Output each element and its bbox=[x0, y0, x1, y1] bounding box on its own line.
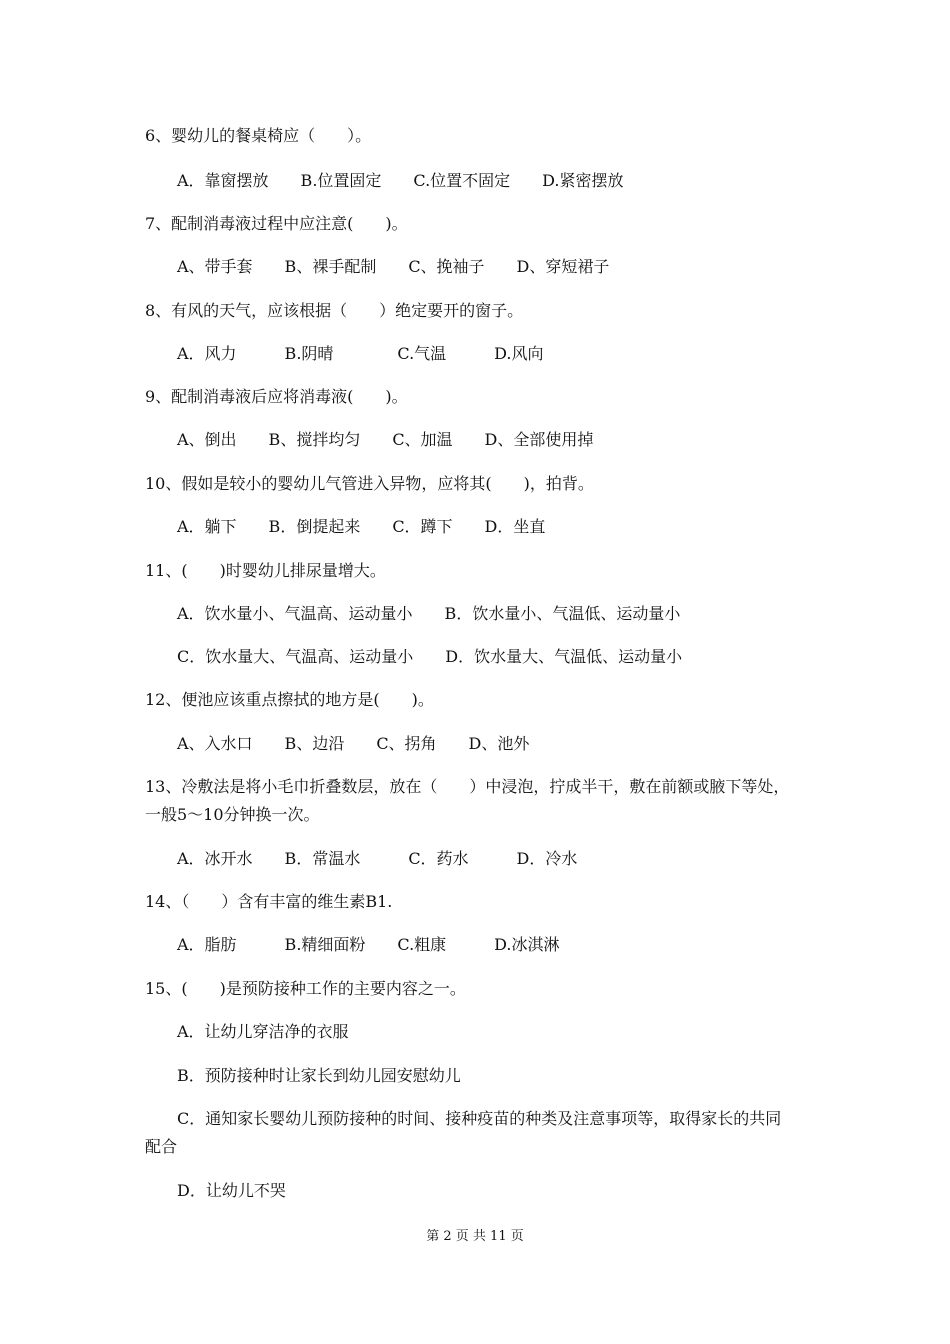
option-15-a: A．让幼儿穿洁净的衣服 bbox=[177, 1022, 349, 1041]
question-7: 7、配制消毒液过程中应注意( )。 bbox=[145, 214, 408, 233]
options-14: A．脂肪 B.精细面粉 C.粗康 D.冰淇淋 bbox=[177, 935, 560, 954]
question-15: 15、( )是预防接种工作的主要内容之一。 bbox=[145, 979, 466, 998]
option-15-c-continued: 配合 bbox=[145, 1137, 178, 1156]
options-11-cd: C．饮水量大、气温高、运动量小 D．饮水量大、气温低、运动量小 bbox=[177, 647, 683, 666]
options-7: A、带手套 B、裸手配制 C、挽袖子 D、穿短裙子 bbox=[177, 257, 610, 276]
options-9: A、倒出 B、搅拌均匀 C、加温 D、全部使用掉 bbox=[177, 430, 594, 449]
options-12: A、入水口 B、边沿 C、拐角 D、池外 bbox=[177, 734, 530, 753]
question-11: 11、( )时婴幼儿排尿量增大。 bbox=[145, 561, 386, 580]
option-15-d: D．让幼儿不哭 bbox=[177, 1181, 286, 1200]
question-12: 12、便池应该重点擦拭的地方是( )。 bbox=[145, 690, 434, 709]
option-15-b: B．预防接种时让家长到幼儿园安慰幼儿 bbox=[177, 1066, 461, 1085]
question-13-continued: 一般5～10分钟换一次。 bbox=[145, 805, 320, 824]
question-13: 13、冷敷法是将小毛巾折叠数层，放在（ ）中浸泡，拧成半干，敷在前额或腋下等处， bbox=[145, 777, 790, 796]
question-8: 8、有风的天气，应该根据（ ）绝定要开的窗子。 bbox=[145, 301, 524, 320]
question-6: 6、婴幼儿的餐桌椅应（ ）。 bbox=[145, 126, 372, 145]
option-15-c: C．通知家长婴幼儿预防接种的时间、接种疫苗的种类及注意事项等，取得家长的共同 bbox=[177, 1109, 782, 1128]
page-number-footer: 第 2 页 共 11 页 bbox=[426, 1229, 524, 1244]
options-11-ab: A．饮水量小、气温高、运动量小 B．饮水量小、气温低、运动量小 bbox=[177, 604, 681, 623]
options-13: A．冰开水 B．常温水 C．药水 D．冷水 bbox=[177, 849, 578, 868]
options-6: A．靠窗摆放 B.位置固定 C.位置不固定 D.紧密摆放 bbox=[177, 171, 624, 190]
question-14: 14、（ ）含有丰富的维生素B1. bbox=[145, 892, 393, 911]
options-8: A．风力 B.阴晴 C.气温 D.风向 bbox=[177, 344, 544, 363]
question-10: 10、假如是较小的婴幼儿气管进入异物，应将其( )，拍背。 bbox=[145, 474, 594, 493]
options-10: A．躺下 B．倒提起来 C．蹲下 D．坐直 bbox=[177, 517, 546, 536]
question-9: 9、配制消毒液后应将消毒液( )。 bbox=[145, 387, 408, 406]
